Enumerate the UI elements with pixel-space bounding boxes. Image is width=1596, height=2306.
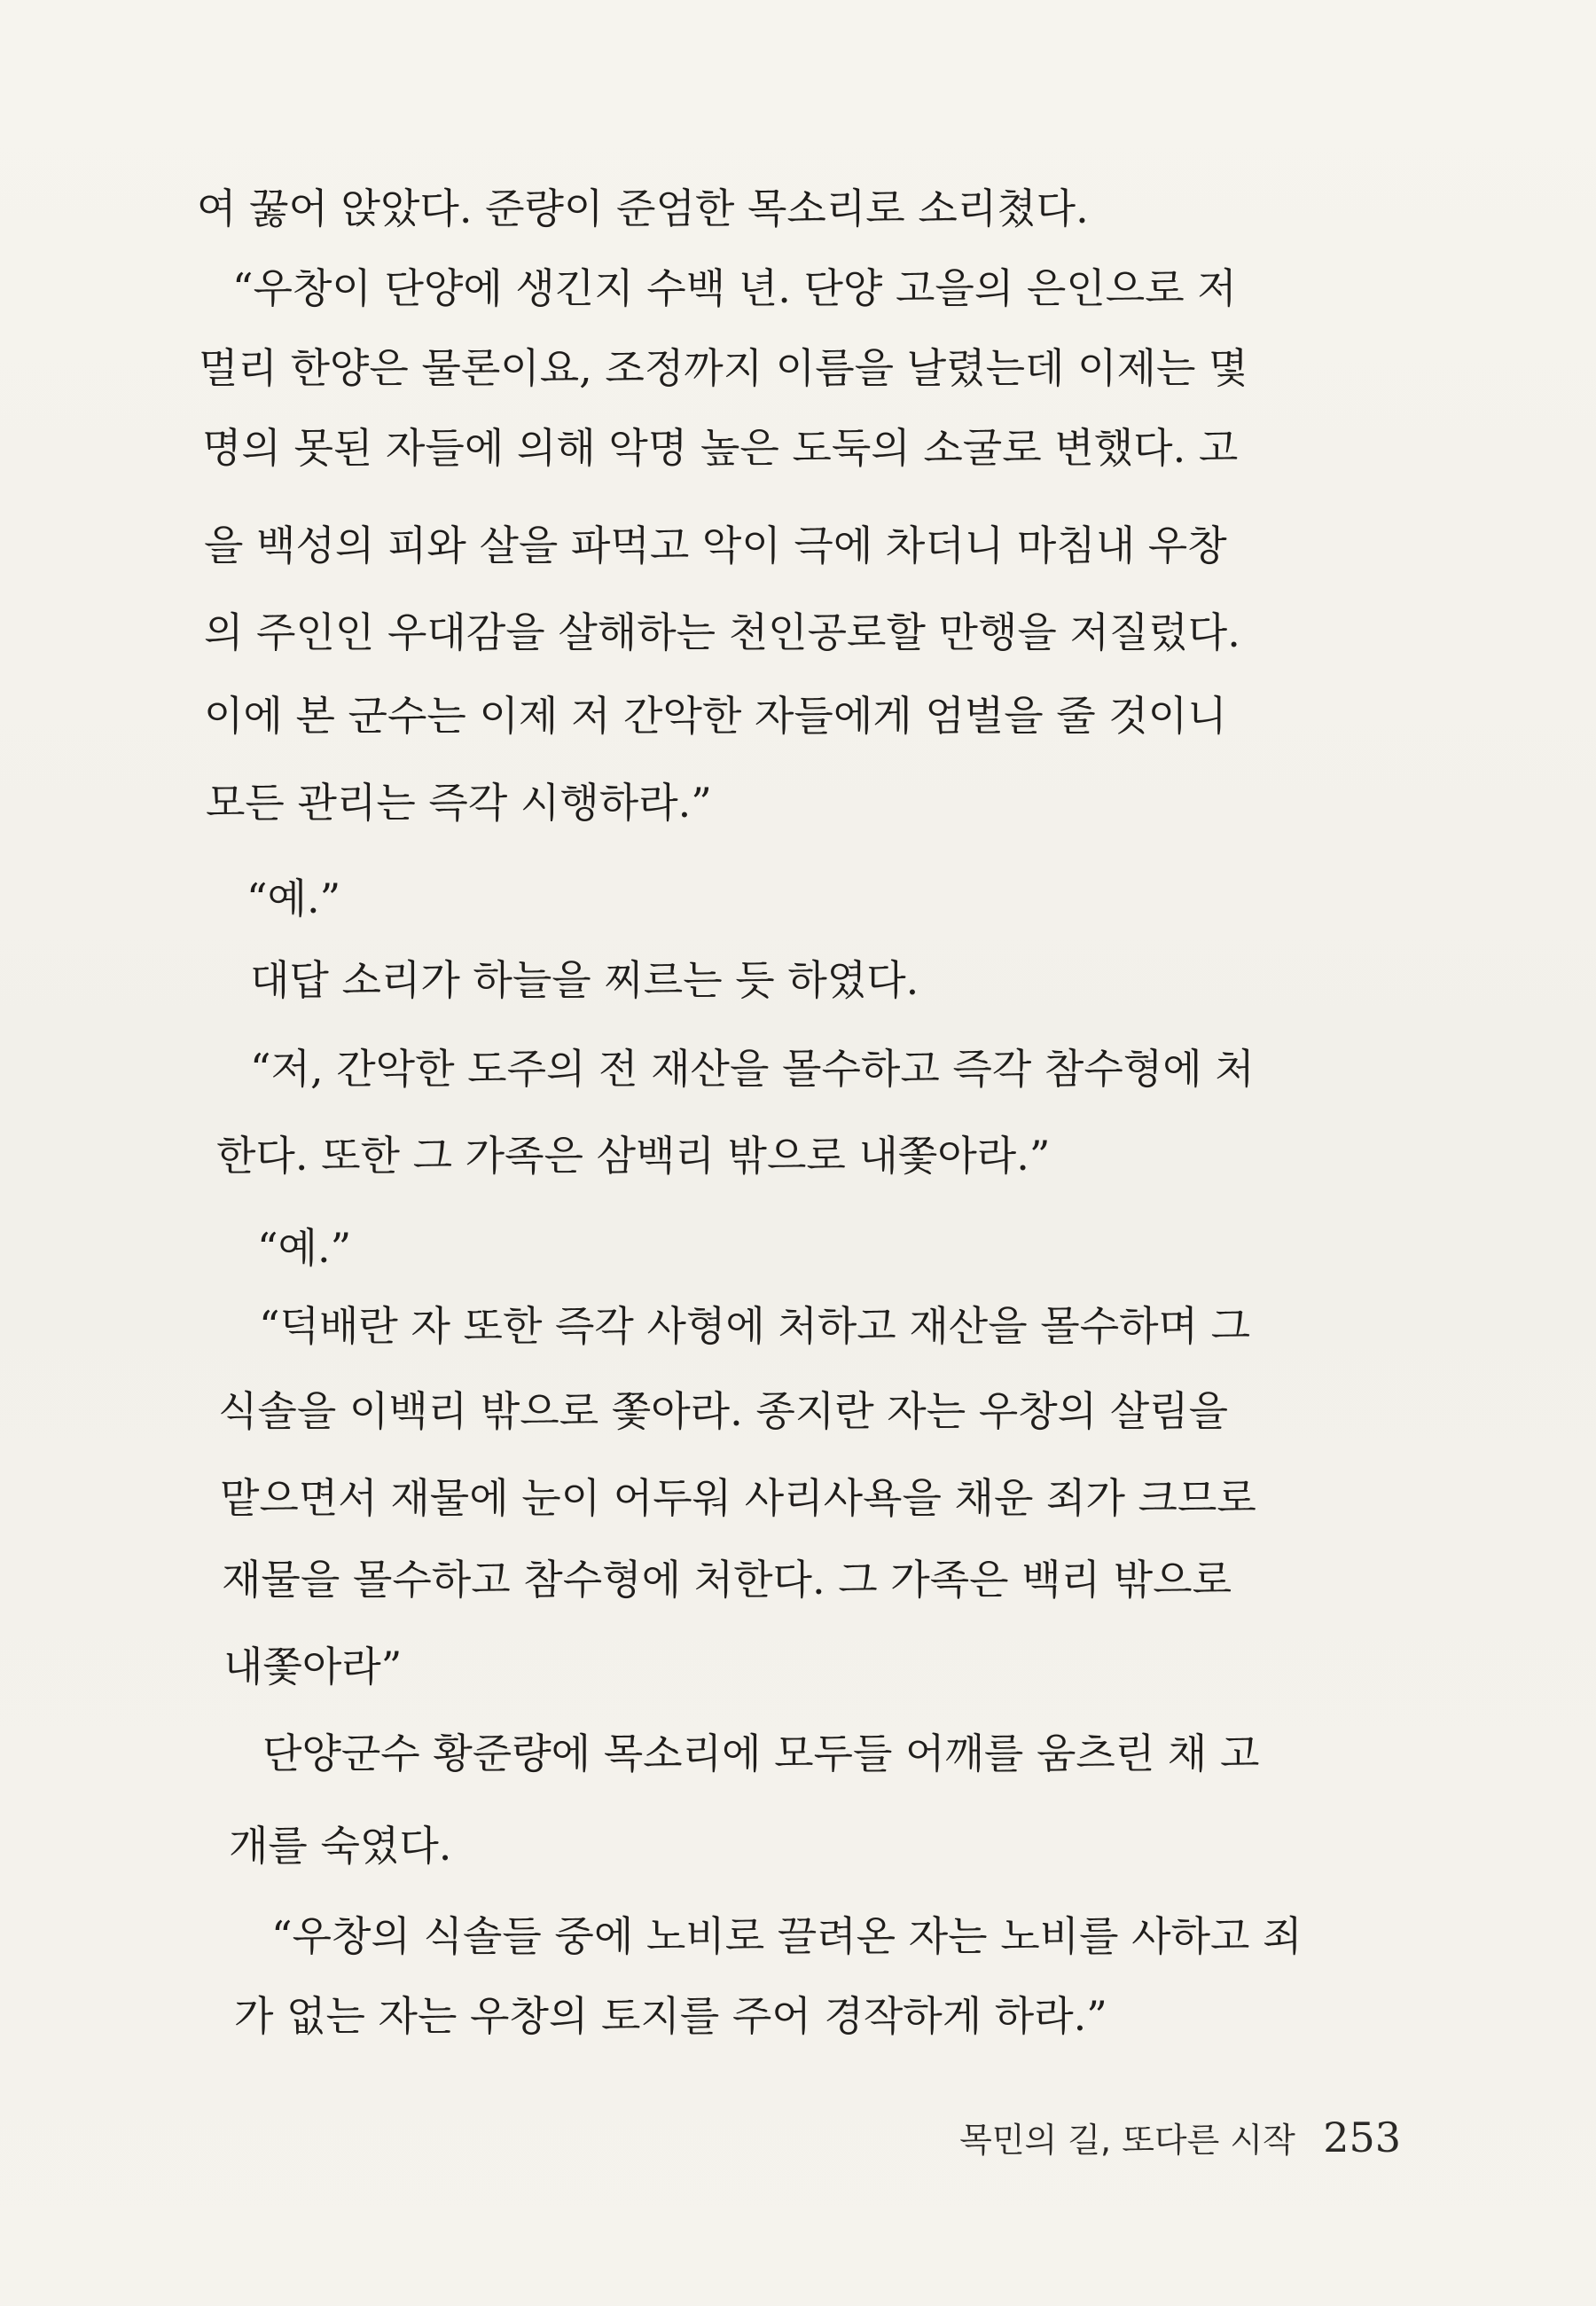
text-line: 모든 관리는 즉각 시행하라.” [206,779,712,827]
text-line: 한다. 또한 그 가족은 삼백리 밖으로 내쫓아라.” [216,1132,1051,1180]
text-line: 식솔을 이백리 밖으로 쫓아라. 종지란 자는 우창의 살림을 [218,1387,1229,1435]
text-line: 맡으면서 재물에 눈이 어두워 사리사욕을 채운 죄가 크므로 [220,1474,1256,1522]
text-line: 단양군수 황준량에 목소리에 모두들 어깨를 움츠린 채 고 [262,1730,1260,1777]
text-line: 내쫓아라” [223,1643,403,1690]
text-line: 을 백성의 피와 살을 파먹고 악이 극에 차더니 마침내 우창 [204,522,1227,569]
text-line: “우창의 식솔들 중에 노비로 끌려온 자는 노비를 사하고 죄 [271,1912,1303,1960]
text-line: 명의 못된 자들에 의해 악명 높은 도둑의 소굴로 변했다. 고 [202,424,1239,472]
page-number: 253 [1323,2114,1401,2161]
text-line: “우창이 단양에 생긴지 수백 년. 단양 고을의 은인으로 저 [232,264,1237,312]
text-line: 이에 본 군수는 이제 저 간악한 자들에게 엄벌을 줄 것이니 [204,692,1227,740]
text-line: “예.” [257,1224,352,1272]
text-line: “덕배란 자 또한 즉각 사형에 처하고 재산을 몰수하며 그 [259,1302,1251,1350]
text-line: 가 없는 자는 우창의 토지를 주어 경작하게 하라.” [234,1992,1107,2040]
running-title: 목민의 길, 또다른 시작 [959,2121,1295,2160]
text-line: “저, 간악한 도주의 전 재산을 몰수하고 즉각 참수형에 처 [250,1045,1255,1093]
text-line: 재물을 몰수하고 참수형에 처한다. 그 가족은 백리 밖으로 [222,1556,1232,1604]
text-line: 멀리 한양은 물론이요, 조정까지 이름을 날렸는데 이제는 몇 [199,344,1248,392]
text-line: 개를 숙였다. [229,1822,452,1870]
text-line: 여 꿇어 앉았다. 준량이 준엄한 목소리로 소리쳤다. [197,184,1089,232]
text-line: “예.” [246,875,341,922]
text-line: 대답 소리가 하늘을 찌르는 듯 하였다. [250,956,919,1004]
text-line: 의 주인인 우대감을 살해하는 천인공로할 만행을 저질렀다. [204,608,1240,656]
page-footer [959,2113,1401,2161]
